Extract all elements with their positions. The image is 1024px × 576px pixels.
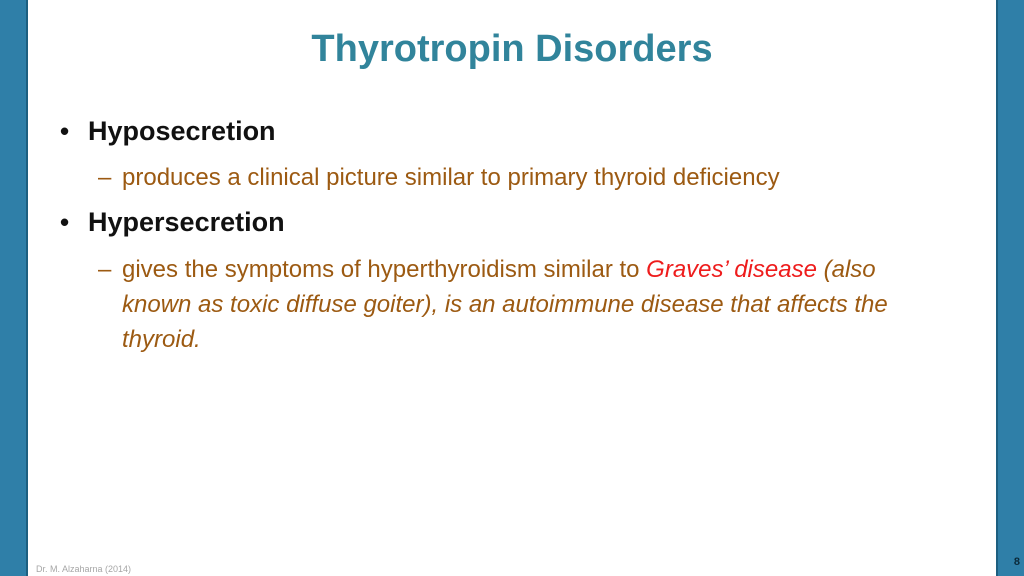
bullet-heading: Hyposecretion bbox=[88, 116, 276, 146]
right-decorative-bar bbox=[996, 0, 1024, 576]
sub-point-hypersecretion bbox=[98, 252, 938, 357]
page-number: 8 bbox=[1013, 556, 1020, 568]
graves-disease-emphasis: Graves’ disease bbox=[646, 256, 817, 283]
sub-point-prefix: gives the symptoms of hyperthyroidism similar to bbox=[122, 256, 647, 283]
bullet-symbol: • bbox=[60, 207, 70, 237]
dash-symbol: – bbox=[98, 256, 112, 283]
slide-title: Thyrotropin Disorders bbox=[311, 28, 713, 70]
bullet-hyposecretion bbox=[60, 116, 276, 147]
sub-point-hyposecretion bbox=[98, 160, 938, 195]
dash-symbol: – bbox=[98, 164, 112, 191]
bullet-heading: Hypersecretion bbox=[88, 207, 285, 237]
bullet-symbol: • bbox=[60, 116, 70, 146]
bullet-hypersecretion bbox=[60, 207, 285, 238]
footer-author: Dr. M. Alzaharna (2014) bbox=[36, 564, 132, 574]
sub-point-text bbox=[122, 252, 938, 357]
sub-point-text: produces a clinical picture similar to primary thyroid deficiency bbox=[122, 164, 780, 191]
sub-point-suffix: (also known as toxic diffuse goiter), is an autoimmune disease that affects the thyroid. bbox=[122, 256, 888, 353]
left-decorative-bar bbox=[0, 0, 28, 576]
